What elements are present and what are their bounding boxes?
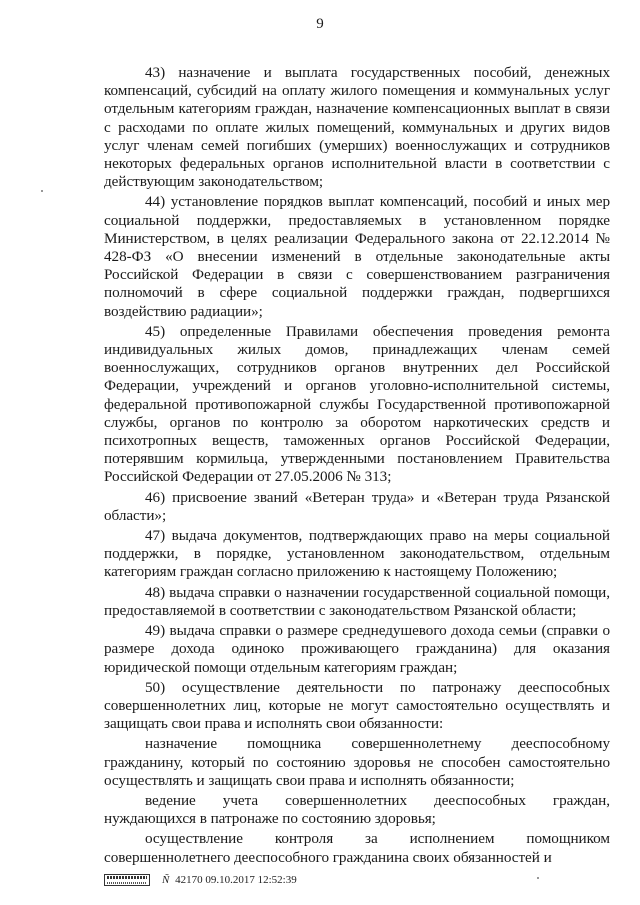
paragraph-subitem-appoint-assistant: назначение помощника совершеннолетнему дееспособному гражданину, который по состоянию здоровья не способен самостоятельно осуществлять и защищать свои права и исполнять обязанности; <box>104 735 610 789</box>
document-footer <box>104 872 297 888</box>
scan-speck <box>537 877 539 879</box>
paragraph-item-46: 46) присвоение званий «Ветеран труда» и «Ветеран труда Рязанской области»; <box>104 488 610 524</box>
paragraph-subitem-registry: ведение учета совершеннолетних дееспособных граждан, нуждающихся в патронаже по состоянию здоровья; <box>104 791 610 828</box>
registration-datetime: 09.10.2017 12:52:39 <box>205 874 297 886</box>
paragraph-item-44: 44) установление порядков выплат компенсаций, пособий и иных мер социальной поддержки, предоставляемых в установленном порядке Министерством, в целях реализации Федерального закона от 22.12.2014 № 428-ФЗ «О внесении изменений в отдельные законодательные акты Российской Федерации в связи с совершенствованием разграничения полномочий в сфере социальной поддержки граждан, подвергшихся воздействию радиации»; <box>104 193 610 320</box>
registration-number: 42170 <box>175 874 203 886</box>
paragraph-subitem-control: осуществление контроля за исполнением помощником совершеннолетнего дееспособного гражданина своих обязанностей и <box>104 830 610 866</box>
paragraph-item-48: 48) выдача справки о назначении государственной социальной помощи, предоставляемой в соответствии с законодательством Рязанской области; <box>104 583 610 619</box>
document-body <box>104 64 610 867</box>
barcode-stamp-icon <box>104 874 150 886</box>
paragraph-item-43: 43) назначение и выплата государственных пособий, денежных компенсаций, субсидий на оплату жилого помещения и коммунальных услуг отдельным категориям граждан, назначение компенсационных выплат в связи с расходами по оплате жилых помещений, коммунальных и других видов услуг членам семей погибших (умерших) военнослужащих и сотрудников некоторых федеральных органов исполнительной власти в соответствии с действующим законодательством; <box>104 64 610 191</box>
page-number: 9 <box>316 16 324 32</box>
registration-symbol: Ñ <box>162 874 170 886</box>
paragraph-item-45: 45) определенные Правилами обеспечения проведения ремонта индивидуальных жилых домов, принадлежащих членам семей военнослужащих, сотрудников органов внутренних дел Российской Федерации, учреждений и органов уголовно-исполнительной системы, федеральной противопожарной службы Государственной противопожарной службы, органов по контролю за оборотом наркотических средств и психотропных веществ, таможенных органов Российской Федерации, потерявшим кормильца, утвержденными постановлением Правительства Российской Федерации от 27.05.2006 № 313; <box>104 322 610 486</box>
paragraph-item-49: 49) выдача справки о размере среднедушевого дохода семьи (справки о размере дохода одиноко проживающего гражданина) для оказания юридической помощи отдельным категориям граждан; <box>104 622 610 676</box>
document-registration-info <box>162 874 297 886</box>
scan-speck <box>41 190 43 192</box>
paragraph-item-47: 47) выдача документов, подтверждающих право на меры социальной поддержки, в порядке, установленном законодательством, отдельным категориям граждан согласно приложению к настоящему Положению; <box>104 527 610 581</box>
paragraph-item-50: 50) осуществление деятельности по патронажу дееспособных совершеннолетних лиц, которые не могут самостоятельно осуществлять и защищать свои права и исполнять свои обязанности: <box>104 678 610 733</box>
